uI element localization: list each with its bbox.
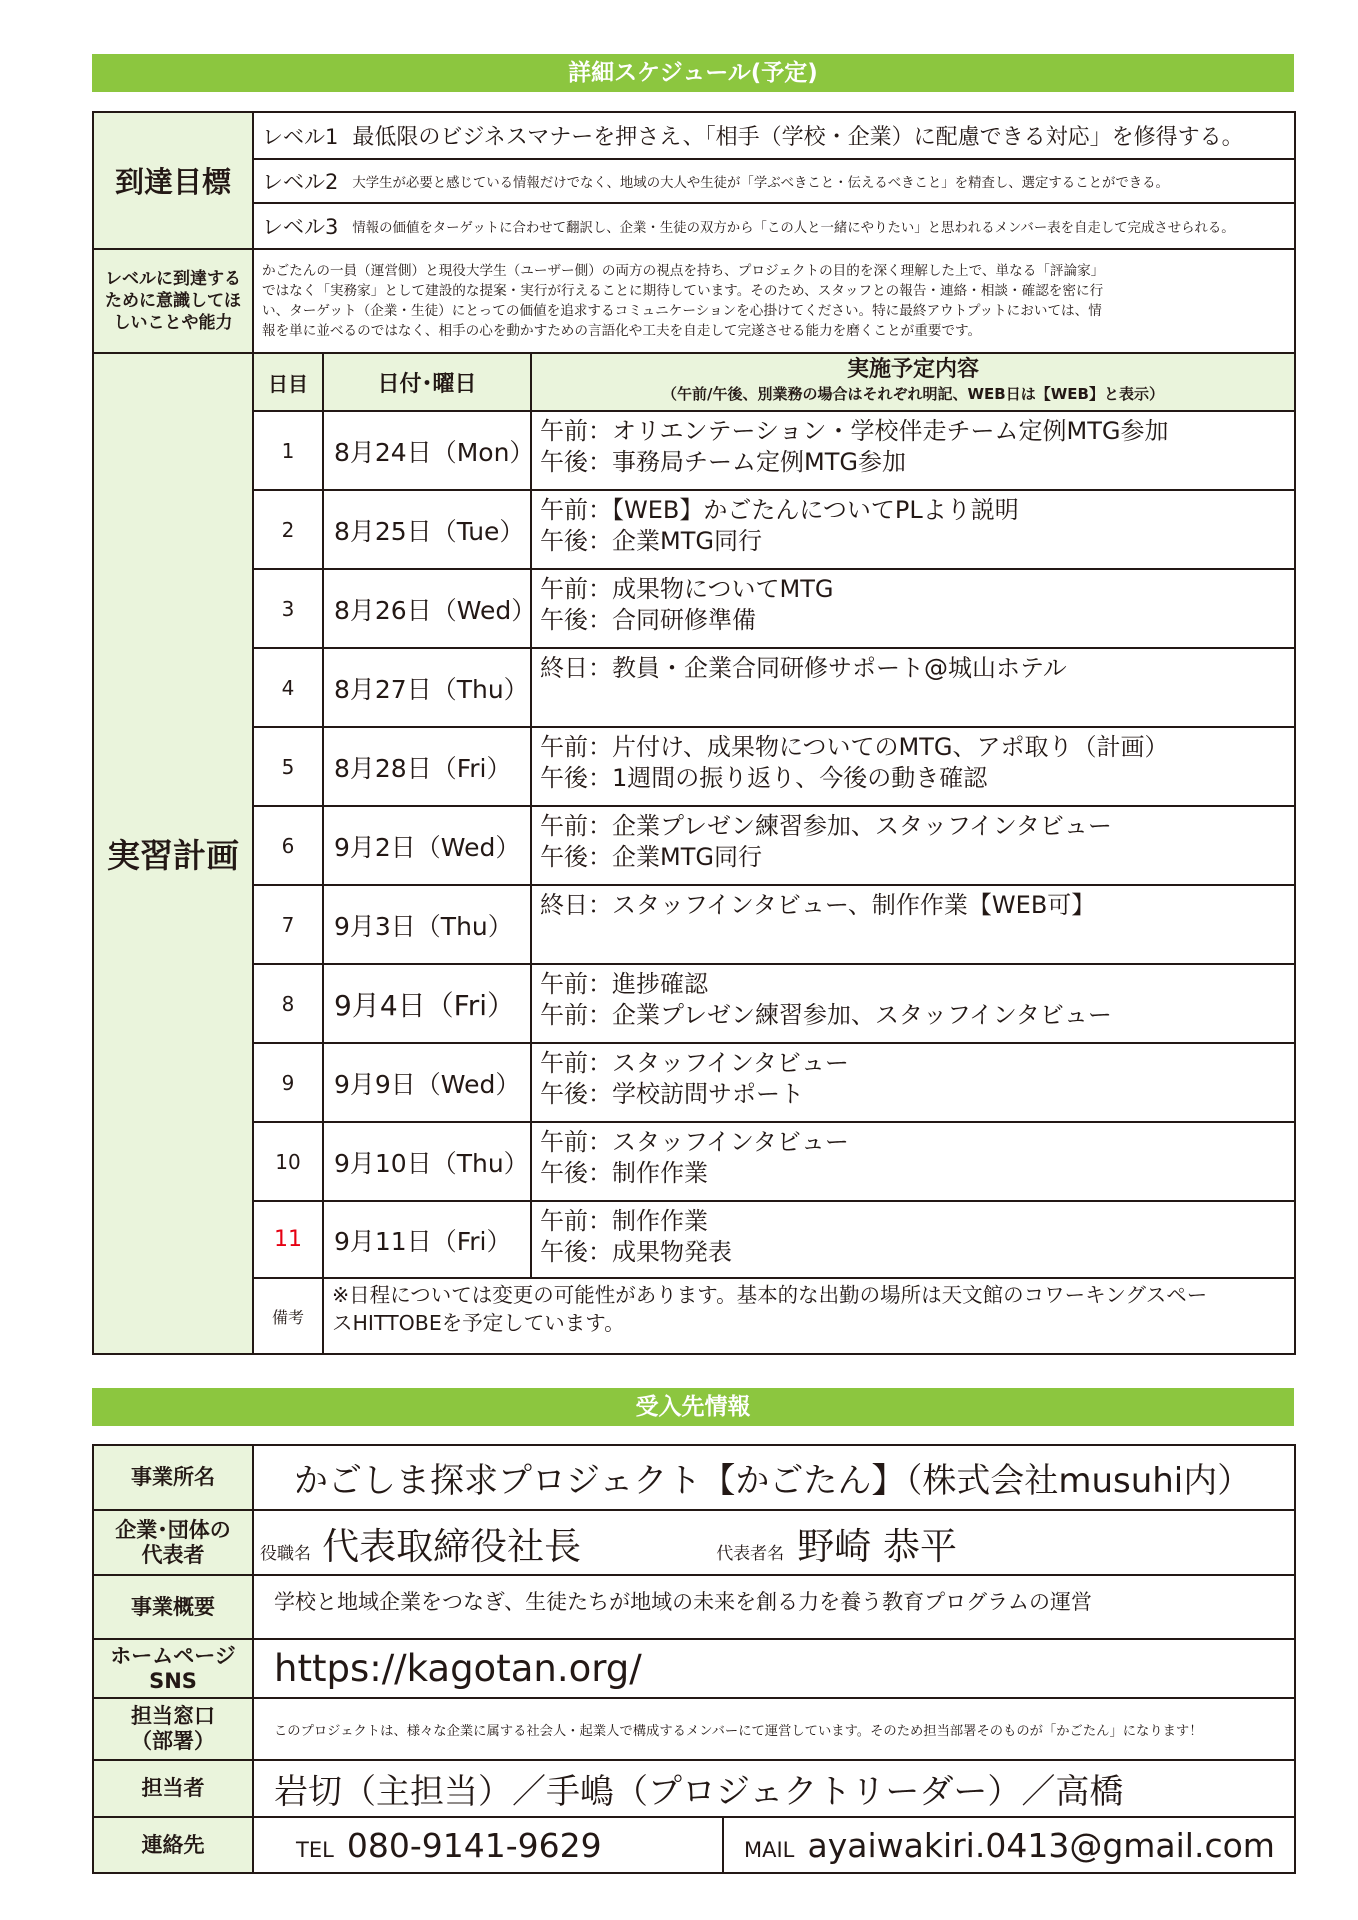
row-date: 9月10日（Thu） [323, 1122, 531, 1201]
mail-value: ayaiwakiri.0413@gmail.com [807, 1825, 1275, 1865]
table-row [93, 727, 1295, 806]
position-value: 代表取締役社長 [322, 1524, 582, 1568]
department-value: このプロジェクトは、様々な企業に属する社会人・起業人で構成するメンバーにて運営しています。そのため担当部署そのものが「かごたん」になります！ [253, 1698, 1295, 1760]
representative-value [253, 1510, 1295, 1575]
person-label: 担当者 [93, 1760, 253, 1817]
row-day: 7 [253, 885, 323, 964]
row-date: 8月27日（Thu） [323, 648, 531, 727]
person-value: 岩切（主担当）／手嶋（プロジェクトリーダー）／高橋 [253, 1760, 1295, 1817]
row-date: 8月26日（Wed） [323, 569, 531, 648]
office-value: かごしま探求プロジェクト【かごたん】（株式会社musuhi内） [253, 1445, 1295, 1510]
row-date: 8月28日（Fri） [323, 727, 531, 806]
row-day: 8 [253, 964, 323, 1043]
col-header-content: 実施予定内容 （午前/午後、別業務の場合はそれぞれ明記、WEB日は【WEB】と表示） [531, 353, 1295, 411]
rep-name-value: 野崎 恭平 [797, 1524, 958, 1568]
row-content: 午前：成果物についてMTG 午後：合同研修準備 [531, 569, 1295, 648]
level-text: 最低限のビジネスマナーを押さえ、「相手（学校・企業）に配慮できる対応」を修得する。 [352, 125, 1244, 150]
plan-label: 実習計画 [93, 353, 253, 1354]
row-day: 9 [253, 1043, 323, 1122]
mail-cell [723, 1817, 1295, 1873]
row-date: 9月4日（Fri） [323, 964, 531, 1043]
row-day: 6 [253, 806, 323, 885]
goal-level-1 [253, 112, 1295, 159]
contact-label: 連絡先 [93, 1817, 253, 1873]
level-name: レベル2 [262, 170, 339, 194]
table-row [93, 885, 1295, 964]
row-content: 午前：オリエンテーション・学校伴走チーム定例MTG参加 午後：事務局チーム定例MTG参加 [531, 411, 1295, 490]
representative-label: 企業･団体の 代表者 [93, 1510, 253, 1575]
schedule-title-band [92, 54, 1294, 92]
row-content: 午前：【WEB】かごたんについてPLより説明 午後：企業MTG同行 [531, 490, 1295, 569]
tel-value: 080-9141-9629 [346, 1825, 602, 1865]
row-date: 8月25日（Tue） [323, 490, 531, 569]
note-label: 備考 [253, 1278, 323, 1354]
row-content: 午前：制作作業 午後：成果物発表 [531, 1201, 1295, 1278]
schedule-title: 詳細スケジュール(予定) [568, 60, 818, 86]
mail-label: MAIL [744, 1837, 795, 1862]
table-row [93, 1043, 1295, 1122]
row-day: 1 [253, 411, 323, 490]
level-text: 大学生が必要と感じている情報だけでなく、地域の大人や生徒が「学ぶべきこと・伝えるべきこと」を精査し、選定することができる。 [352, 175, 1169, 191]
row-date: 9月11日（Fri） [323, 1201, 531, 1278]
table-row [93, 648, 1295, 727]
row-date: 9月9日（Wed） [323, 1043, 531, 1122]
table-row [93, 1122, 1295, 1201]
row-date: 8月24日（Mon） [323, 411, 531, 490]
level-text: 情報の価値をターゲットに合わせて翻訳し、企業・生徒の双方から「この人と一緒にやりたい」と思われるメンバー表を自走して完成させられる。 [352, 220, 1235, 236]
host-table [92, 1444, 1296, 1874]
row-date: 9月2日（Wed） [323, 806, 531, 885]
note-row [93, 1278, 1295, 1354]
awareness-text: かごたんの一員（運営側）と現役大学生（ユーザー側）の両方の視点を持ち、プロジェクトの目的を深く理解した上で、単なる「評論家」 ではなく「実務家」として建設的な提案・実行が行えることに期待しています。そのため、スタッフとの報告・連絡・相談・確認を密に行 い、ターゲット（企業・生徒）にとっての価値を追求するコミュニケーションを心掛けてください。特に最終アウトプットにおいては、情 報を単に並べるのではなく、相手の心を動かすための言語化や工夫を自走して完遂させる能力を磨くことが重要です。 [253, 249, 1295, 353]
awareness-label: レベルに到達する ために意識してほ しいことや能力 [93, 249, 253, 353]
host-title-band [92, 1388, 1294, 1426]
table-row [93, 569, 1295, 648]
col-header-day: 日目 [253, 353, 323, 411]
summary-value: 学校と地域企業をつなぎ、生徒たちが地域の未来を創る力を養う教育プログラムの運営 [253, 1575, 1295, 1639]
row-content: 午前：進捗確認 午前：企業プレゼン練習参加、スタッフインタビュー [531, 964, 1295, 1043]
department-label: 担当窓口 （部署） [93, 1698, 253, 1760]
level-name: レベル3 [262, 215, 339, 239]
goal-level-2 [253, 159, 1295, 203]
table-row [93, 964, 1295, 1043]
position-label: 役職名 [260, 1543, 311, 1564]
row-day: 10 [253, 1122, 323, 1201]
homepage-label: ホームページ SNS [93, 1639, 253, 1698]
table-row [93, 1201, 1295, 1278]
summary-label: 事業概要 [93, 1575, 253, 1639]
row-day: 2 [253, 490, 323, 569]
table-row [93, 490, 1295, 569]
tel-cell [253, 1817, 723, 1873]
goals-label: 到達目標 [93, 112, 253, 249]
table-row [93, 806, 1295, 885]
level-name: レベル1 [262, 124, 339, 149]
row-day: 5 [253, 727, 323, 806]
row-content: 午前：企業プレゼン練習参加、スタッフインタビュー 午後：企業MTG同行 [531, 806, 1295, 885]
row-day: 11 [253, 1201, 323, 1278]
goal-level-3 [253, 203, 1295, 249]
row-content: 午前：スタッフインタビュー 午後：学校訪問サポート [531, 1043, 1295, 1122]
row-day: 4 [253, 648, 323, 727]
row-content: 午前：片付け、成果物についてのMTG、アポ取り（計画） 午後：1週間の振り返り、今後の動き確認 [531, 727, 1295, 806]
row-date: 9月3日（Thu） [323, 885, 531, 964]
note-text: ※日程については変更の可能性があります。基本的な出勤の場所は天文館のコワーキングスペー スHITTOBEを予定しています。 [323, 1278, 1295, 1354]
row-content: 午前：スタッフインタビュー 午後：制作作業 [531, 1122, 1295, 1201]
row-content: 終日：教員・企業合同研修サポート@城山ホテル [531, 648, 1295, 727]
rep-name-label: 代表者名 [716, 1543, 785, 1564]
row-day: 3 [253, 569, 323, 648]
schedule-table [92, 111, 1296, 1355]
row-content: 終日：スタッフインタビュー、制作作業【WEB可】 [531, 885, 1295, 964]
homepage-value: https://kagotan.org/ [253, 1639, 1295, 1698]
tel-label: TEL [296, 1837, 334, 1862]
col-header-date: 日付･曜日 [323, 353, 531, 411]
host-title: 受入先情報 [635, 1394, 751, 1420]
office-label: 事業所名 [93, 1445, 253, 1510]
table-row [93, 411, 1295, 490]
